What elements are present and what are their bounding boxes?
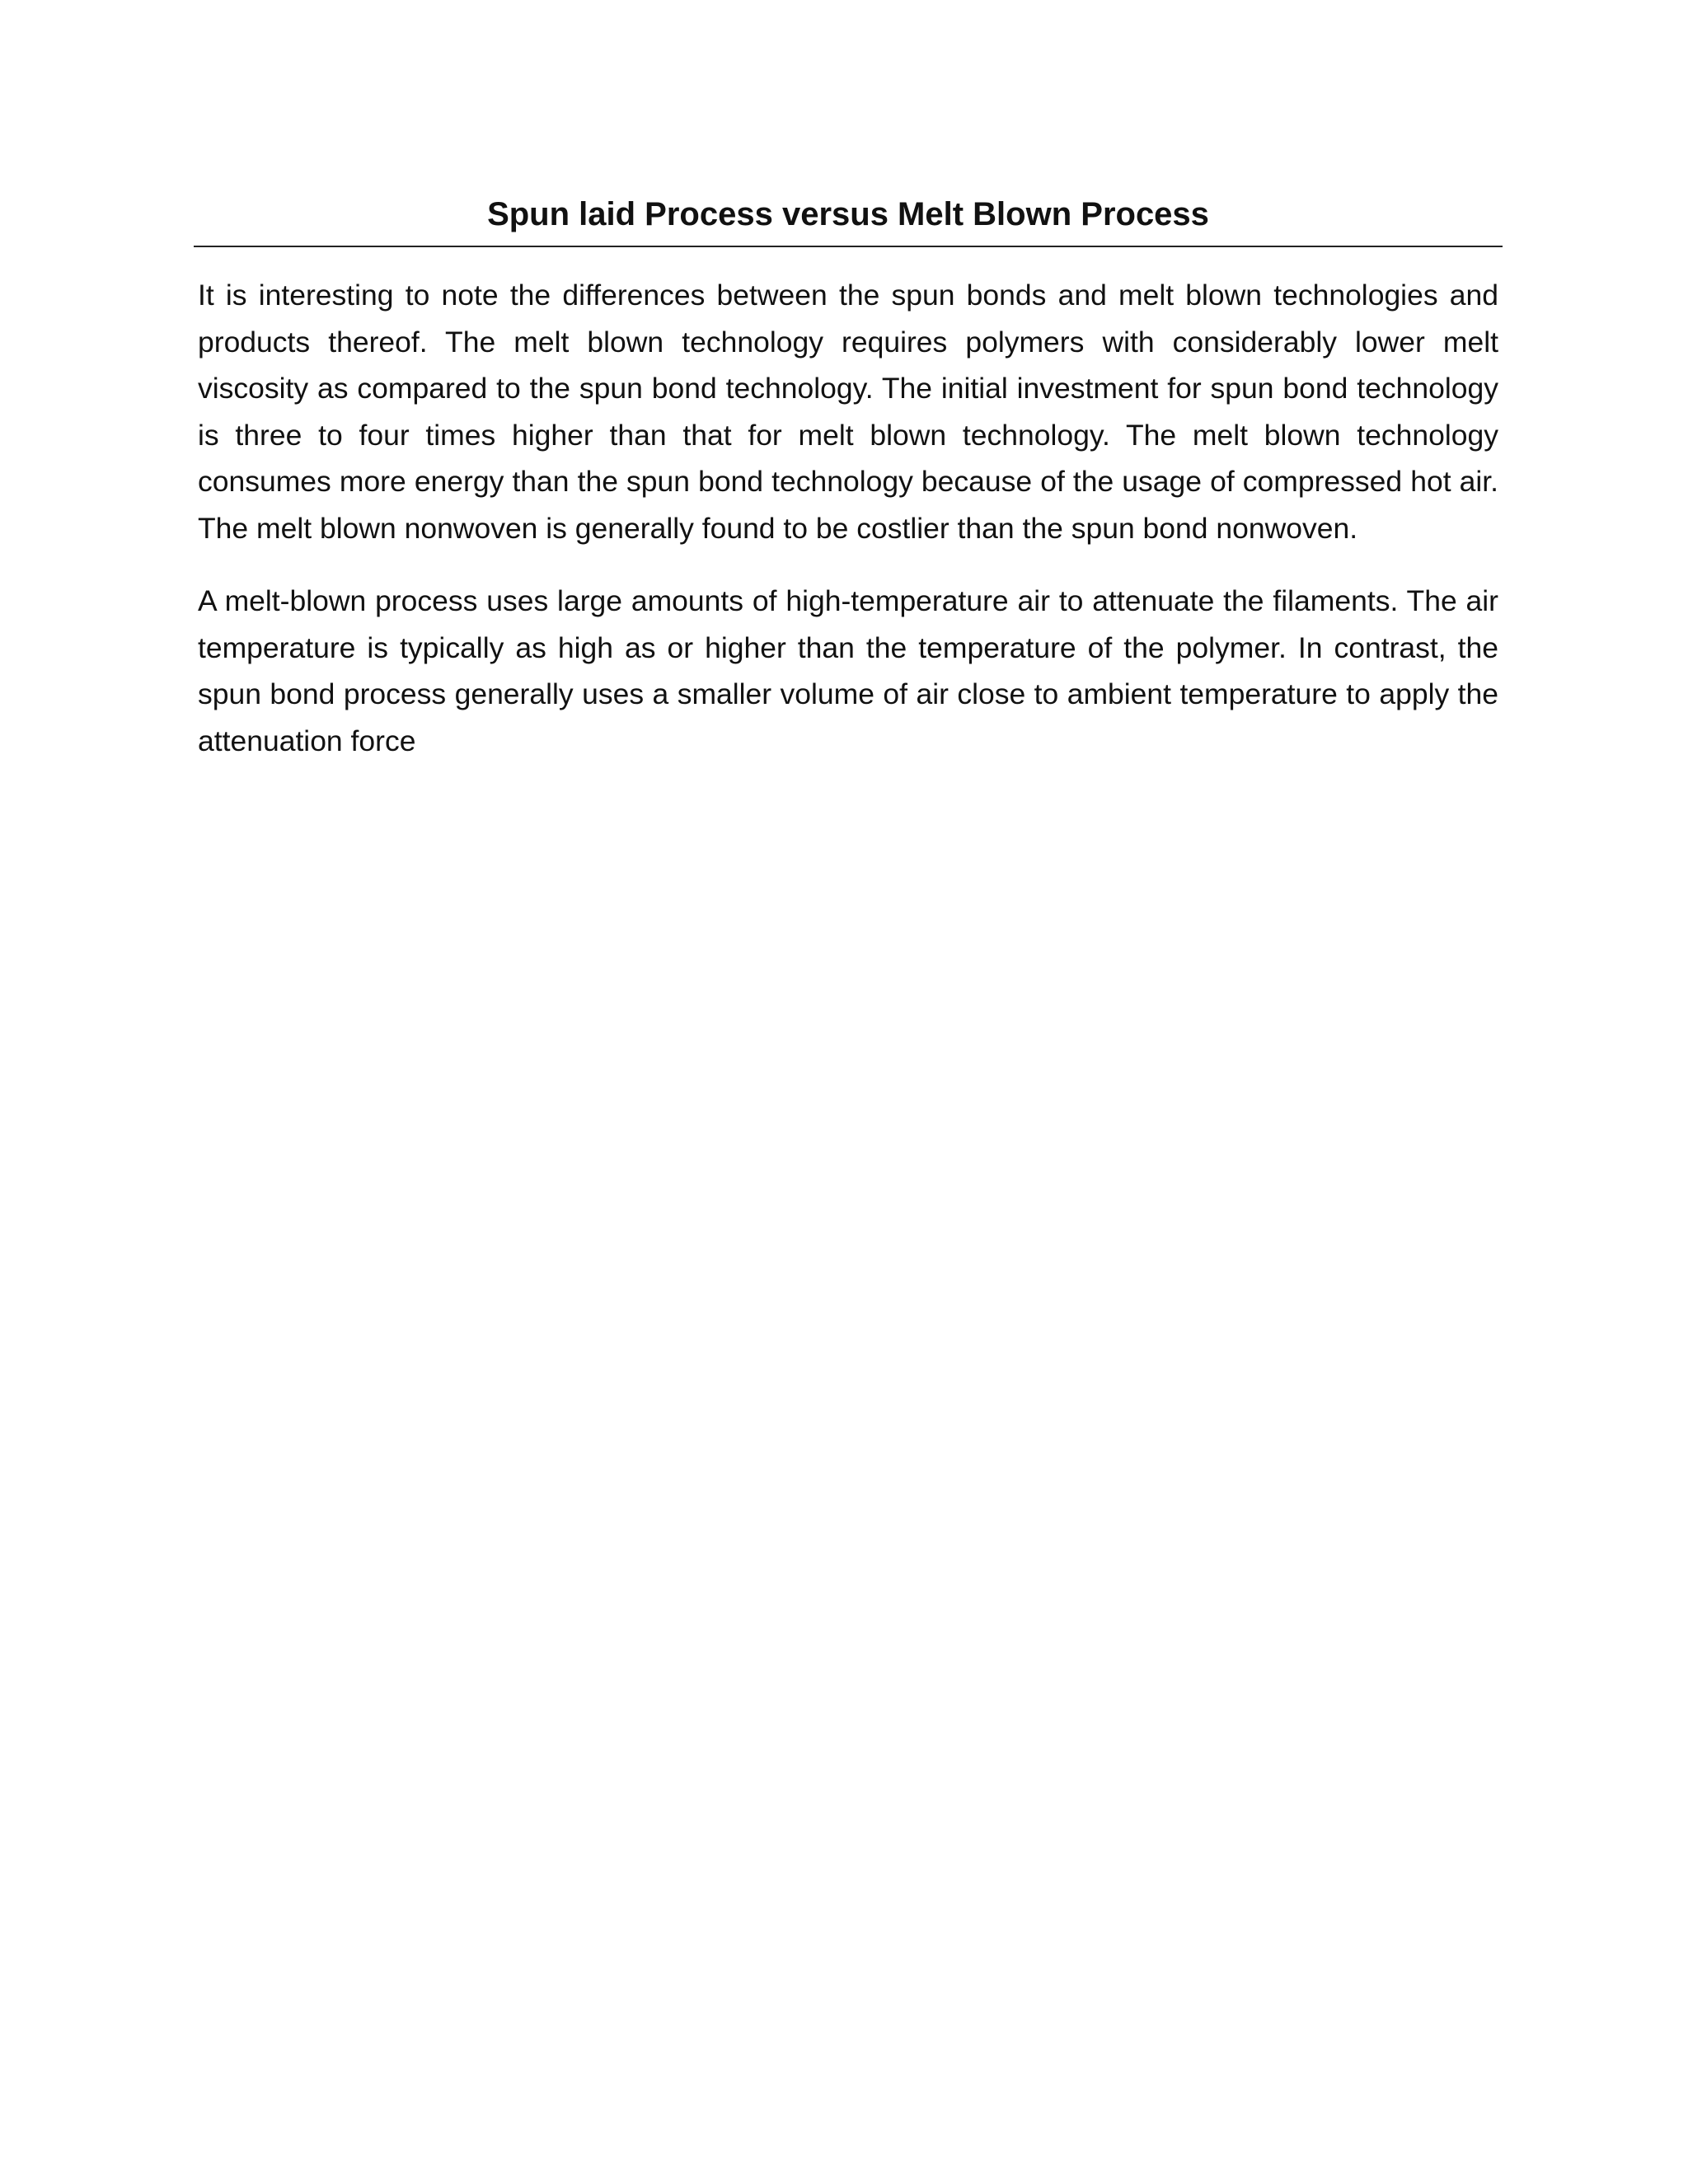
page-title: Spun laid Process versus Melt Blown Process — [487, 196, 1209, 232]
document-content — [198, 194, 1498, 790]
paragraph-differences: It is interesting to note the differences between the spun bonds and melt blown technologies and products thereof. The melt blown technology requires polymers with considerably lower melt viscosity as compared to the spun bond technology. The initial investment for spun bond technology is three to four times higher than that for melt blown technology. The melt blown technology consumes more energy than the spun bond technology because of the usage of compressed hot air. The melt blown nonwoven is generally found to be costlier than the spun bond nonwoven. — [198, 279, 1498, 545]
title-underline — [194, 246, 1503, 247]
paragraph-air-attenuation: A melt-blown process uses large amounts of high-temperature air to attenuate the filaments. The air temperature is typically as high as or higher than the temperature of the polymer. In contrast, the spun bond process generally uses a smaller volume of air close to ambient temperature to apply the attenuation force — [198, 584, 1498, 757]
